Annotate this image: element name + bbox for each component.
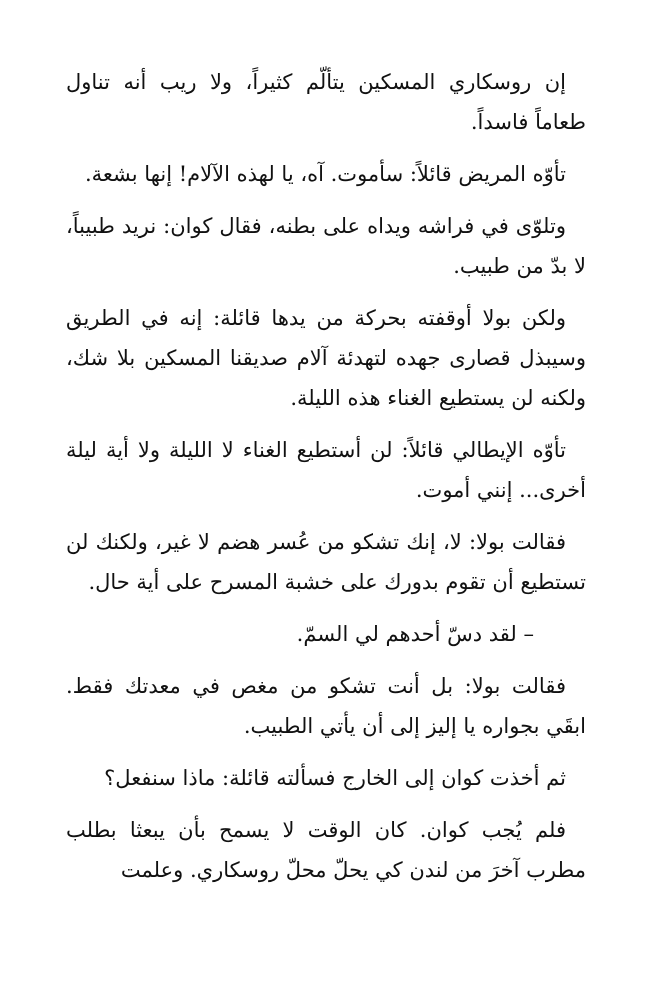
dialogue-line: – لقد دسّ أحدهم لي السمّ. (296, 622, 534, 646)
paragraph: فقالت بولا: لا، إنك تشكو من عُسر هضم لا غير، ولكنك لن تستطيع أن تقوم بدورك على خشبة المسرح على أية حال. (66, 530, 586, 594)
paragraph: ولكن بولا أوقفته بحركة من يدها قائلة: إنه في الطريق وسيبذل قصارى جهده لتهدئة آلام صديقنا المسكين بلا شك، ولكنه لن يستطيع الغناء هذه الليلة. (66, 306, 586, 410)
paragraph: إن روسكاري المسكين يتألّم كثيراً، ولا ريب أنه تناول طعاماً فاسداً. (66, 70, 586, 134)
body-text (66, 62, 586, 902)
paragraph: فقالت بولا: بل أنت تشكو من مغص في معدتك فقط. ابقَي بجواره يا إليز إلى أن يأتي الطبيب. (66, 674, 586, 738)
paragraph: تأوّه الإيطالي قائلاً: لن أستطيع الغناء لا الليلة ولا أية ليلة أخرى... إنني أموت. (66, 438, 586, 502)
paragraph: وتلوّى في فراشه ويداه على بطنه، فقال كوان: نريد طبيباً، لا بدّ من طبيب. (66, 214, 586, 278)
paragraph: ثم أخذت كوان إلى الخارج فسألته قائلة: ماذا سنفعل؟ (104, 766, 566, 790)
paragraph: فلم يُجب كوان. كان الوقت لا يسمح بأن يبعثا بطلب مطرب آخرَ من لندن كي يحلّ محلّ روسكاري. وعلمت (66, 818, 586, 882)
paragraph: تأوّه المريض قائلاً: سأموت. آه، يا لهذه الآلام! إنها بشعة. (84, 162, 566, 186)
